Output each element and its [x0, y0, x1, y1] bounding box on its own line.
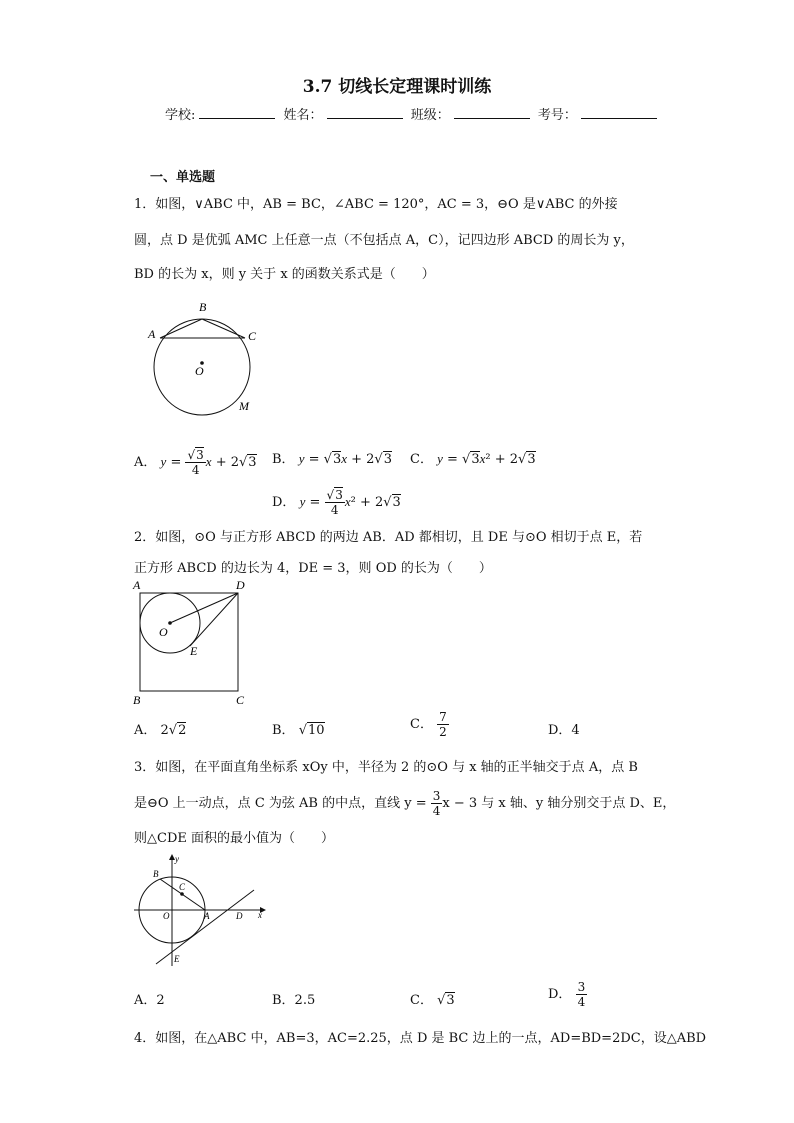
q3-figure — [132, 852, 272, 970]
q1-option-a[interactable]: A． y = $\frac{√3}{4}$ x + 2√3 — [134, 448, 257, 477]
q1-figure — [140, 296, 270, 418]
q2-label-c: C — [236, 693, 245, 707]
q2-label-a: A — [133, 578, 141, 592]
q3-option-b[interactable]: B．2.5 — [272, 993, 316, 1008]
q1-label-o: O — [195, 364, 204, 378]
q3-label-d: D — [236, 911, 243, 921]
class-blank[interactable] — [454, 106, 530, 119]
q1-segment-ab — [160, 319, 202, 338]
q2-label-d: D — [236, 578, 245, 592]
q3-line1: 3．如图，在平面直角坐标系 xOy 中，半径为 2 的⊙O 与 x 轴的正半轴交于点 A，点 B — [134, 760, 638, 775]
q2-option-a[interactable]: A． 2√2 — [134, 723, 187, 738]
q2-segment-od — [170, 593, 238, 623]
school-blank[interactable] — [199, 106, 275, 119]
q3-label-b: B — [153, 869, 159, 879]
q3-point-c — [180, 892, 184, 896]
q2-label-e: E — [190, 644, 198, 658]
q2-option-b[interactable]: B． √10 — [272, 723, 325, 738]
q3-option-c[interactable]: C． √3 — [410, 993, 455, 1008]
q3-option-d[interactable]: D． $\frac{3}{4}$ — [548, 980, 586, 1009]
class-label: 班级： — [410, 108, 450, 123]
q3-line3: 则△CDE 面积的最小值为（ ） — [134, 831, 334, 846]
page-title: 3.7 切线长定理课时训练 — [302, 77, 492, 97]
q1-label-m: M — [239, 399, 249, 413]
school-label: 学校: — [165, 108, 196, 123]
q1-line2: 圆，点 D 是优弧 AMC 上任意一点（不包括点 A，C），记四边形 ABCD 的周长为 y， — [134, 233, 634, 248]
q3-line2: 是⊖O 上一动点，点 C 为弦 AB 的中点，直线 y = $\frac{3}{4}$ x − 3 与 x 轴、y 轴分别交于点 D、E， — [134, 789, 676, 818]
student-info — [165, 104, 661, 123]
name-blank[interactable] — [327, 106, 403, 119]
number-blank[interactable] — [581, 106, 657, 119]
q2-line2: 正方形 ABCD 的边长为 4，DE = 3，则 OD 的长为（ ） — [134, 561, 492, 576]
q3-option-a[interactable]: A．2 — [134, 993, 165, 1008]
q4-line1: 4．如图，在△ABC 中，AB=3，AC=2.25，点 D 是 BC 边上的一点，AD=BD=2DC，设△ABD — [134, 1031, 707, 1046]
q2-square — [140, 593, 238, 691]
q1-option-c[interactable]: C． y = √3x² + 2√3 — [410, 451, 536, 467]
q1-option-d[interactable]: D． y = $\frac{√3}{4}$ x² + 2√3 — [272, 488, 401, 517]
q2-figure — [132, 580, 252, 706]
number-label: 考号： — [537, 108, 577, 123]
name-label: 姓名： — [283, 108, 323, 123]
q1-label-c: C — [248, 329, 257, 343]
q2-label-b: B — [133, 693, 141, 707]
section-heading: 一、单选题 — [150, 170, 216, 185]
q1-label-a: A — [148, 327, 156, 341]
q2-option-c[interactable]: C． $\frac{7}{2}$ — [410, 710, 447, 739]
q2-option-d[interactable]: D．4 — [548, 723, 580, 738]
q2-line1: 2．如图，⊙O 与正方形 ABCD 的两边 AB．AD 都相切，且 DE 与⊙O 相切于点 E，若 — [134, 530, 643, 545]
q1-line3: BD 的长为 x，则 y 关于 x 的函数关系式是（ ） — [134, 267, 435, 282]
q3-label-c: C — [179, 882, 186, 892]
q3-label-y: y — [175, 854, 179, 864]
q1-option-b[interactable]: B． y = √3x + 2√3 — [272, 451, 392, 467]
q3-label-x: x — [258, 910, 262, 920]
q3-label-a: A — [204, 911, 210, 921]
q1-line1: 1．如图，∨ABC 中，AB = BC，∠ABC = 120°，AC = 3，⊖O 是∨ABC 的外接 — [134, 197, 618, 212]
q3-label-o: O — [163, 911, 170, 921]
q3-line-de — [156, 890, 254, 964]
q2-label-o: O — [159, 625, 168, 639]
q1-label-b: B — [199, 300, 207, 314]
q2-center-dot — [168, 621, 172, 625]
q3-label-e: E — [174, 954, 180, 964]
q1-segment-bc — [202, 319, 245, 338]
q2-segment-de — [190, 593, 238, 646]
